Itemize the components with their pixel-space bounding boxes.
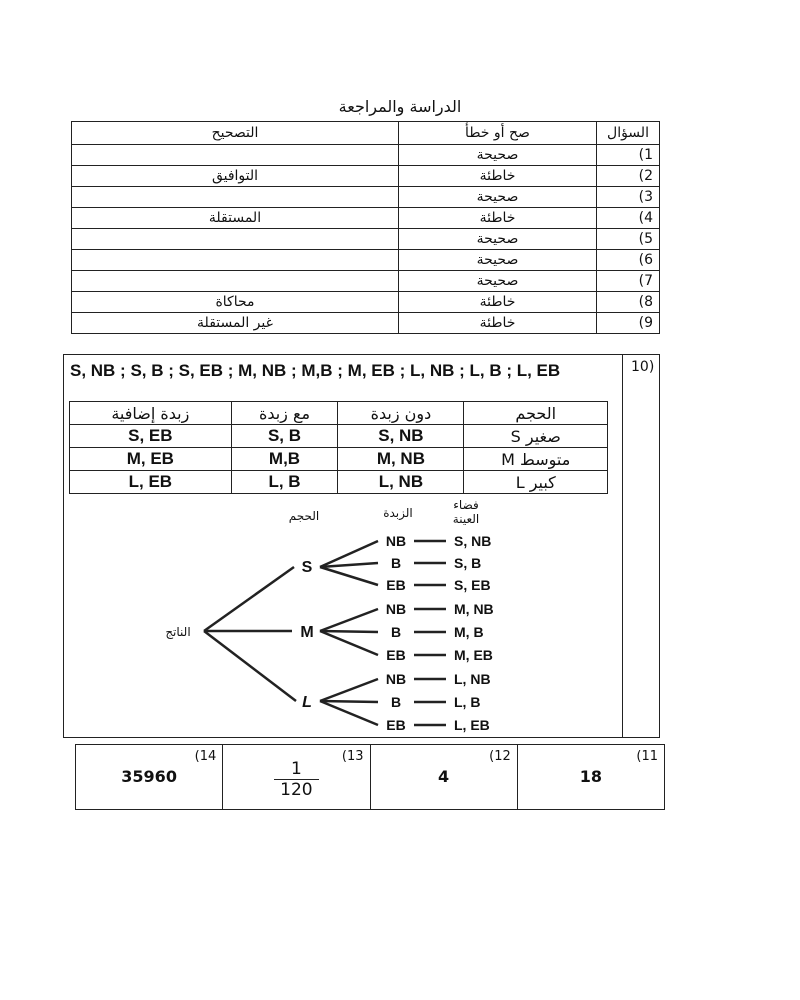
branch — [320, 631, 378, 655]
tree-butter: B — [390, 555, 402, 571]
tree-butter: B — [390, 624, 402, 640]
tree-butter: EB — [386, 577, 406, 593]
size-label: صغير S — [464, 425, 608, 448]
tree-header-size: الحجم — [288, 509, 320, 523]
outcome-cell: M,B — [231, 448, 338, 471]
header-extra-butter: زبدة إضافية — [70, 402, 232, 425]
table-row — [72, 166, 660, 187]
header-butter: مع زبدة — [231, 402, 338, 425]
tree-butter: EB — [386, 647, 406, 663]
question-number: 8) — [597, 292, 660, 313]
question-number: 4) — [597, 208, 660, 229]
tree-header-butter: الزبدة — [383, 506, 413, 520]
outcome-cell: M, NB — [338, 448, 464, 471]
branch — [320, 701, 378, 725]
question-number: (11 — [636, 749, 658, 764]
tree-header-space-2: العينة — [452, 512, 480, 526]
correction: المستقلة — [72, 208, 399, 229]
table-row — [72, 292, 660, 313]
question-number: (13 — [341, 749, 364, 764]
header-correction: التصحيح — [72, 122, 399, 145]
tree-butter: NB — [385, 533, 407, 549]
answer-cell-11 — [517, 745, 664, 809]
table-row — [72, 187, 660, 208]
correction: محاكاة — [72, 292, 399, 313]
question-number: 3) — [597, 187, 660, 208]
question-number: (12 — [489, 749, 511, 764]
tree-root-label: الناتج — [165, 625, 191, 639]
header-size: الحجم — [464, 402, 608, 425]
tree-butter: NB — [385, 601, 407, 617]
tree-outcome: S, B — [454, 555, 482, 571]
tree-outcome: L, EB — [454, 717, 490, 733]
question-number: 2) — [597, 166, 660, 187]
tree-size-s: S — [301, 559, 313, 576]
tree-size-l: L — [302, 694, 312, 711]
question-10-box — [63, 354, 660, 738]
question-number: 7) — [597, 271, 660, 292]
column-divider — [622, 355, 623, 737]
correction — [72, 271, 399, 292]
header-true-false: صح أو خطأ — [399, 122, 597, 145]
question-number: 1) — [597, 145, 660, 166]
outcome-cell: S, NB — [338, 425, 464, 448]
tree-diagram — [64, 355, 619, 737]
page-title: الدراسة والمراجعة — [338, 97, 462, 116]
table-row — [72, 145, 660, 166]
true-false-answer: خاطئة — [399, 313, 597, 334]
fraction-denominator: 120 — [274, 779, 318, 800]
correction: غير المستقلة — [72, 313, 399, 334]
tree-outcome: S, EB — [454, 577, 491, 593]
branch — [320, 567, 378, 585]
correction — [72, 250, 399, 271]
outcome-cell: L, B — [231, 471, 338, 494]
review-table — [71, 121, 660, 334]
answer-value: 4 — [438, 767, 450, 786]
table-header-row — [72, 122, 660, 145]
true-false-answer: صحيحة — [399, 271, 597, 292]
answer-value: 35960 — [121, 767, 177, 786]
size-label: متوسط M — [464, 448, 608, 471]
question-number: 6) — [597, 250, 660, 271]
branch — [320, 679, 378, 701]
tree-butter: NB — [385, 671, 407, 687]
question-10-number: 10) — [631, 359, 655, 375]
tree-outcome: M, NB — [454, 601, 494, 617]
fraction-numerator: 1 — [290, 759, 302, 779]
branch — [320, 631, 378, 632]
tree-butter: EB — [386, 717, 406, 733]
true-false-answer: خاطئة — [399, 208, 597, 229]
outcome-cell: L, NB — [338, 471, 464, 494]
answer-cell-12 — [370, 745, 517, 809]
tree-outcome: L, B — [454, 694, 481, 710]
tree-butter: B — [390, 694, 402, 710]
branch — [320, 609, 378, 631]
table-row — [72, 313, 660, 334]
table-row — [72, 229, 660, 250]
sample-space-list: S, NB ; S, B ; S, EB ; M, NB ; M,B ; M, EB ; L, NB ; L, B ; L, EB — [70, 361, 561, 380]
header-question: السؤال — [597, 122, 660, 145]
fraction — [223, 759, 369, 800]
correction: التوافيق — [72, 166, 399, 187]
answer-cell-13 — [222, 745, 369, 809]
question-number: 5) — [597, 229, 660, 250]
table-row — [72, 208, 660, 229]
question-number: (14 — [194, 749, 217, 764]
outcome-cell: S, EB — [70, 425, 232, 448]
answers-row — [75, 744, 665, 810]
correction — [72, 229, 399, 250]
tree-size-m: M — [300, 624, 314, 641]
question-number: 9) — [597, 313, 660, 334]
size-label: كبير L — [464, 471, 608, 494]
tree-header-space-1: فضاء — [453, 498, 479, 512]
table-row — [72, 250, 660, 271]
answer-cell-14 — [76, 745, 222, 809]
tree-outcome: S, NB — [454, 533, 492, 549]
true-false-answer: صحيحة — [399, 187, 597, 208]
outcome-cell: M, EB — [70, 448, 232, 471]
true-false-answer: خاطئة — [399, 166, 597, 187]
correction — [72, 187, 399, 208]
branch — [320, 701, 378, 702]
true-false-answer: صحيحة — [399, 229, 597, 250]
branch-root-s — [204, 567, 294, 631]
tree-outcome: M, B — [454, 624, 484, 640]
outcome-cell: L, EB — [70, 471, 232, 494]
correction — [72, 145, 399, 166]
true-false-answer: صحيحة — [399, 250, 597, 271]
branch-root-l — [204, 631, 296, 701]
outcome-cell: S, B — [231, 425, 338, 448]
table-row — [72, 271, 660, 292]
tree-outcome: M, EB — [454, 647, 493, 663]
true-false-answer: خاطئة — [399, 292, 597, 313]
tree-outcome: L, NB — [454, 671, 491, 687]
answer-value: 18 — [579, 767, 602, 786]
header-no-butter: دون زبدة — [338, 402, 464, 425]
true-false-answer: صحيحة — [399, 145, 597, 166]
